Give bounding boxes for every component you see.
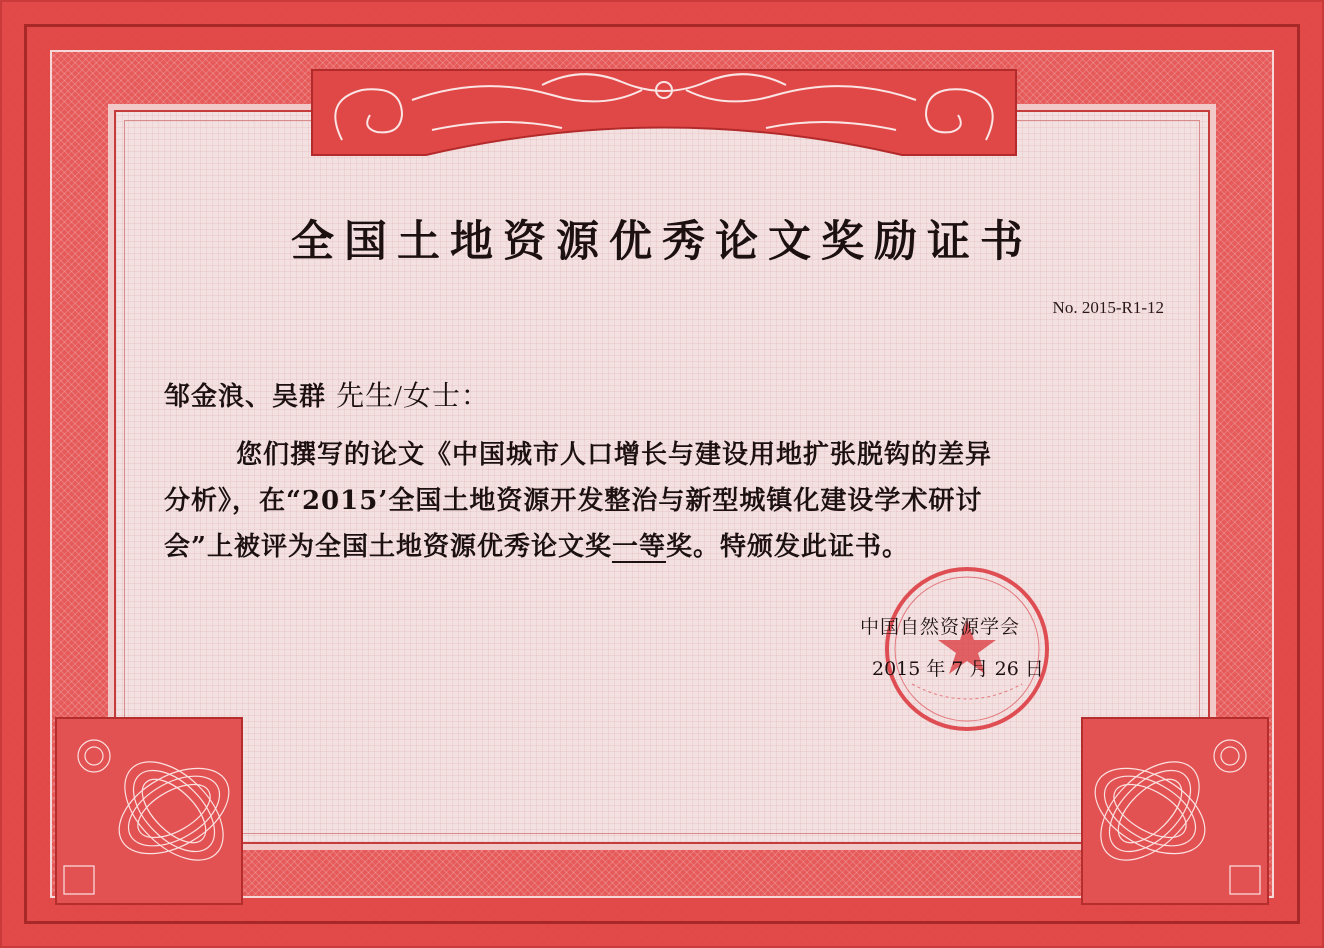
issuer-name: 中国自然资源学会 [860,616,1021,638]
official-seal-icon [882,564,1052,734]
body-line-3 [164,526,1174,563]
body-line-2: 分析》，在“2015’全国土地资源开发整治与新型城镇化建设学术研讨 [164,486,983,516]
top-ornament-icon [302,60,1026,160]
body-line-3-end: 奖。特颁发此证书。 [665,532,909,562]
certificate-number: No. 2015-R1-12 [1052,298,1164,317]
recipient-names: 邹金浪、吴群 [164,382,327,412]
corner-rosette-right-icon [1080,716,1270,906]
award-level: 一等 [611,532,666,562]
body-line-3-start: 会”上被评为全国土地资源优秀论文奖 [164,532,612,562]
certificate-title: 全国土地资源优秀论文奖励证书 [291,217,1033,267]
issue-date: 2015 年 7 月 26 日 [872,658,1044,680]
corner-rosette-left-icon [54,716,244,906]
body-line-1: 您们撰写的论文《中国城市人口增长与建设用地扩张脱钩的差异 [236,440,993,470]
recipient-salutation: 先生/女士： [336,381,490,412]
recipient-line [164,374,490,414]
